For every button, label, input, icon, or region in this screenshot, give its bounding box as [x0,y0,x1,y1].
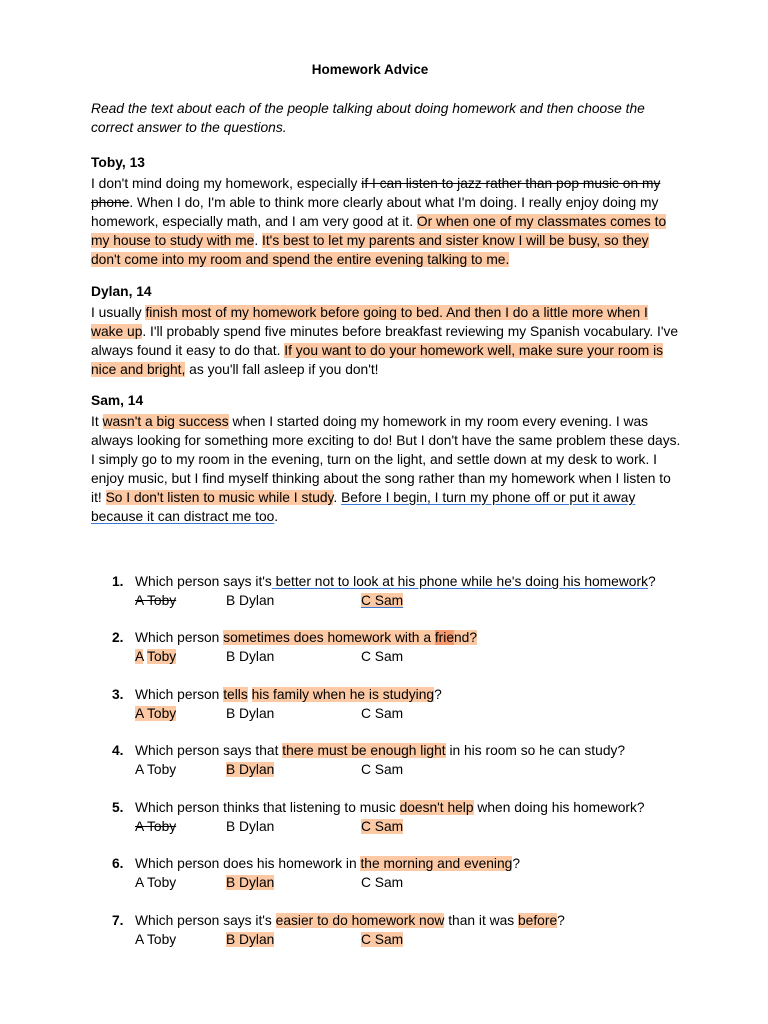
question-segment: Which person says it's [135,574,272,589]
question-number: 1. [112,574,124,589]
person-text [91,303,681,379]
answer-label: B Dylan [226,706,275,721]
answer-b [226,704,274,723]
question-segment: than it was [444,913,518,928]
answer-c [361,930,403,949]
answer-options [135,930,712,949]
question-segment: his family when he is studying [251,687,435,702]
question-text [112,741,712,760]
answer-options [135,647,712,666]
question-1 [112,572,712,610]
person-text-segment: If you want to do your homework well, make sure your room is nice and bright, [91,343,664,377]
answer-b [226,817,274,836]
question-segment: easier to do homework now [275,913,445,928]
answer-label: C Sam [361,875,404,890]
question-text [112,685,712,704]
person-text-segment: So I don't listen to music while I study [105,490,334,505]
answer-c [361,704,403,723]
answer-c [361,817,403,836]
person-text-segment: finish most of my homework before going to bed. And then I do a little more when I wake up [91,305,648,339]
answer-label: C Sam [361,932,404,947]
answer-label: A Toby [135,593,177,608]
question-segment: sometimes does homework with a [223,630,435,645]
question-number: 6. [112,856,124,871]
question-7 [112,911,712,949]
question-4 [112,741,712,779]
question-segment: the morning and evening [360,856,513,871]
question-segment: Which person says it's [135,913,276,928]
person-text-segment: . When I do, I'm able to think more clearly about what I'm doing. I really enjoy doing my homework, especially math, and I am very good at it. [91,195,659,229]
question-segment: ? [434,687,442,702]
answer-a [135,647,176,666]
person-toby [91,153,681,269]
answer-a [135,591,176,610]
answer-a [135,930,176,949]
answer-c [361,873,403,892]
question-segment: there must be enough light [282,743,446,758]
person-text-segment: Before I begin, I turn my phone off or put it away because it can distract me too [91,490,636,524]
question-text [112,628,712,647]
person-text-segment: It's best to let my parents and sister know I will be busy, so they don't come into my room and spend the entire evening talking to me. [91,233,649,267]
answer-label: B Dylan [226,593,275,608]
person-text-segment: . I'll probably spend five minutes before breakfast reviewing my Spanish vocabulary. I've always found it easy to do that. [91,324,679,358]
question-segment: Which person [135,630,224,645]
person-text-segment: I don't mind doing my homework, especially [91,176,362,191]
answer-a [135,760,176,779]
answer-a [135,817,176,836]
answer-label: C Sam [361,593,404,608]
answer-options [135,591,712,610]
person-text [91,412,681,526]
answer-label: B Dylan [226,819,275,834]
person-text-segment: as you'll fall asleep if you don't! [185,362,379,377]
answer-label: A Toby [135,875,177,890]
answer-label: A Toby [135,932,177,947]
page-title: Homework Advice [311,62,429,77]
question-segment: in his room so he can study? [445,743,626,758]
question-number: 3. [112,687,124,702]
person-text-segment: if I can listen to jazz rather than pop music on my phone [91,176,661,210]
answer-b [226,930,274,949]
question-5 [112,798,712,836]
person-name: Sam, 14 [91,393,144,408]
answer-options [135,704,712,723]
question-segment: frie [434,630,454,645]
answer-b [226,873,274,892]
question-segment: Which person does his homework in [135,856,361,871]
person-text-segment: It [91,414,103,429]
answer-options [135,817,712,836]
question-segment: Which person [135,687,224,702]
question-segment [248,687,252,702]
question-number: 2. [112,630,124,645]
person-text-segment: when I started doing my homework in my room every evening. I was always looking for something more exciting to do! But I don't have the same problem these days. I simply go to my room in the evening, turn on the light, and settle down at my desk to work. I enjoy music, but I find myself thinking about the song rather than my homework when I listen to it! [91,414,681,505]
answer-c [361,760,403,779]
person-text-segment: . [254,233,263,248]
question-segment: before [518,913,558,928]
question-segment: ? [557,913,565,928]
answer-a [135,873,176,892]
person-text-segment: Or when one of my classmates comes to my house to study with me [91,214,667,248]
question-segment: tells [223,687,248,702]
question-segment: better not to look at his phone while he's doing his homework [271,574,648,589]
instructions: Read the text about each of the people talking about doing homework and then choose the correct answer to the questions. [91,101,645,135]
person-name: Dylan, 14 [91,284,152,299]
answer-label: B Dylan [226,932,275,947]
question-3 [112,685,712,723]
question-number: 4. [112,743,124,758]
question-segment: ? [647,574,656,589]
answer-b [226,647,274,666]
answer-label: A [135,649,144,664]
question-segment: Which person thinks that listening to music [135,800,400,815]
person-dylan [91,282,681,379]
question-segment: when doing his homework? [473,800,645,815]
answer-b [226,591,274,610]
question-number: 7. [112,913,124,928]
answer-label: A Toby [135,706,177,721]
answer-c [361,647,403,666]
answer-label: C Sam [361,762,404,777]
question-text [112,854,712,873]
question-segment: ? [512,856,521,871]
person-name: Toby, 13 [91,155,145,170]
person-text-segment: I usually [91,305,146,320]
answer-label: B Dylan [226,875,275,890]
person-text [91,174,681,269]
answer-label: C Sam [361,819,404,834]
answer-label: A Toby [135,762,177,777]
answer-label: C Sam [361,706,404,721]
question-2 [112,628,712,666]
question-text [112,798,712,817]
answer-c [361,591,403,610]
question-segment: doesn't help [399,800,474,815]
person-text-segment: . [274,509,279,524]
question-text [112,911,712,930]
answer-options [135,873,712,892]
answer-label: C Sam [361,649,404,664]
answer-options [135,760,712,779]
question-segment: nd? [454,630,478,645]
answer-a [135,704,176,723]
answer-label: A Toby [135,819,177,834]
question-text [112,572,712,591]
answer-label: B Dylan [226,649,275,664]
answer-label: Toby [147,649,177,664]
question-number: 5. [112,800,124,815]
question-segment: Which person says that [135,743,283,758]
answer-label: B Dylan [226,762,275,777]
person-text-segment: . [333,490,342,505]
question-6 [112,854,712,892]
answer-b [226,760,274,779]
person-text-segment: wasn't a big success [102,414,229,429]
person-sam [91,391,681,526]
